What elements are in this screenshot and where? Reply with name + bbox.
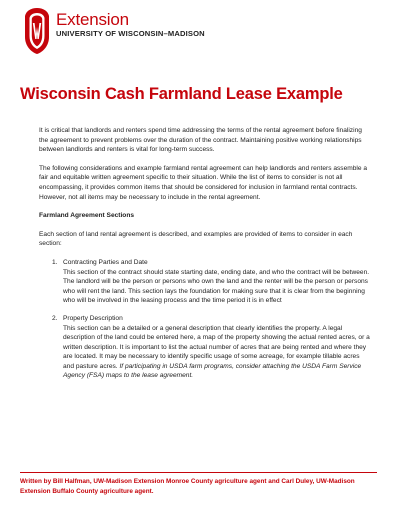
list-number: 2. (52, 314, 58, 322)
item-body: This section of the contract should state starting date, ending date, and who the contract will be between. The landlord will be the person or persons who own the land and the renter will be the person or persons who will rent the land. This section lays the foundation for making sure that it is clear from the beginning who will be involved in the leasing process and the time period it is in effect (63, 268, 370, 305)
brand-name: Extension (56, 10, 129, 29)
intro-paragraph: The following considerations and example farmland rental agreement can help landlords and renters assemble a fair and equitable written agreement specific to their situation. While the list of items to consider is not all encompassing, it provides common items that should be considered for inclusion in farmland rental contracts. However, not all items may be necessary to include in the rental agreement. (39, 164, 368, 201)
item-text (63, 268, 371, 306)
item-text (63, 324, 371, 382)
uw-crest-icon (22, 7, 52, 55)
extension-logo (22, 7, 205, 55)
footer-divider (20, 472, 377, 473)
item-title: Contracting Parties and Date (63, 258, 148, 266)
section-lead: Each section of land rental agreement is described, and examples are provided of items to consider in each section: (39, 230, 353, 248)
intro-paragraph: It is critical that landlords and renters spend time addressing the terms of the rental agreement before finalizing the agreement to prevent problems over the duration of the contract. Maintaining positive working relationships between landlords and renters is vital for long-term success. (39, 127, 362, 154)
section-heading: Farmland Agreement Sections (39, 212, 135, 220)
author-credit: Written by Bill Halfman, UW-Madison Extension Monroe County agriculture agent and Carl Duley, UW-Madison Extension Buffalo County agriculture agent. (20, 478, 355, 495)
item-title: Property Description (63, 314, 123, 322)
item-emphasis: If participating in USDA farm programs, consider attaching the USDA Farm Service Agency (FSA) maps to the lease agreement. (63, 362, 362, 380)
document-body (39, 126, 371, 389)
item-body: This section can be a detailed or a general description that clearly identifies the property. A legal description of the land could be entered here, a map of the property showing the actual rented acres, or a written description. It is important to list the actual number of acres that are being rented and where they are located. It may be necessary to identify specific usage of some acreage, for example tillable acres and pasture acres. (63, 324, 370, 370)
section-list (39, 258, 371, 381)
university-name: UNIVERSITY OF WISCONSIN–MADISON (56, 29, 205, 38)
page-title: Wisconsin Cash Farmland Lease Example (20, 85, 343, 103)
list-item (39, 314, 371, 381)
list-item (39, 258, 371, 306)
list-number: 1. (52, 258, 58, 266)
